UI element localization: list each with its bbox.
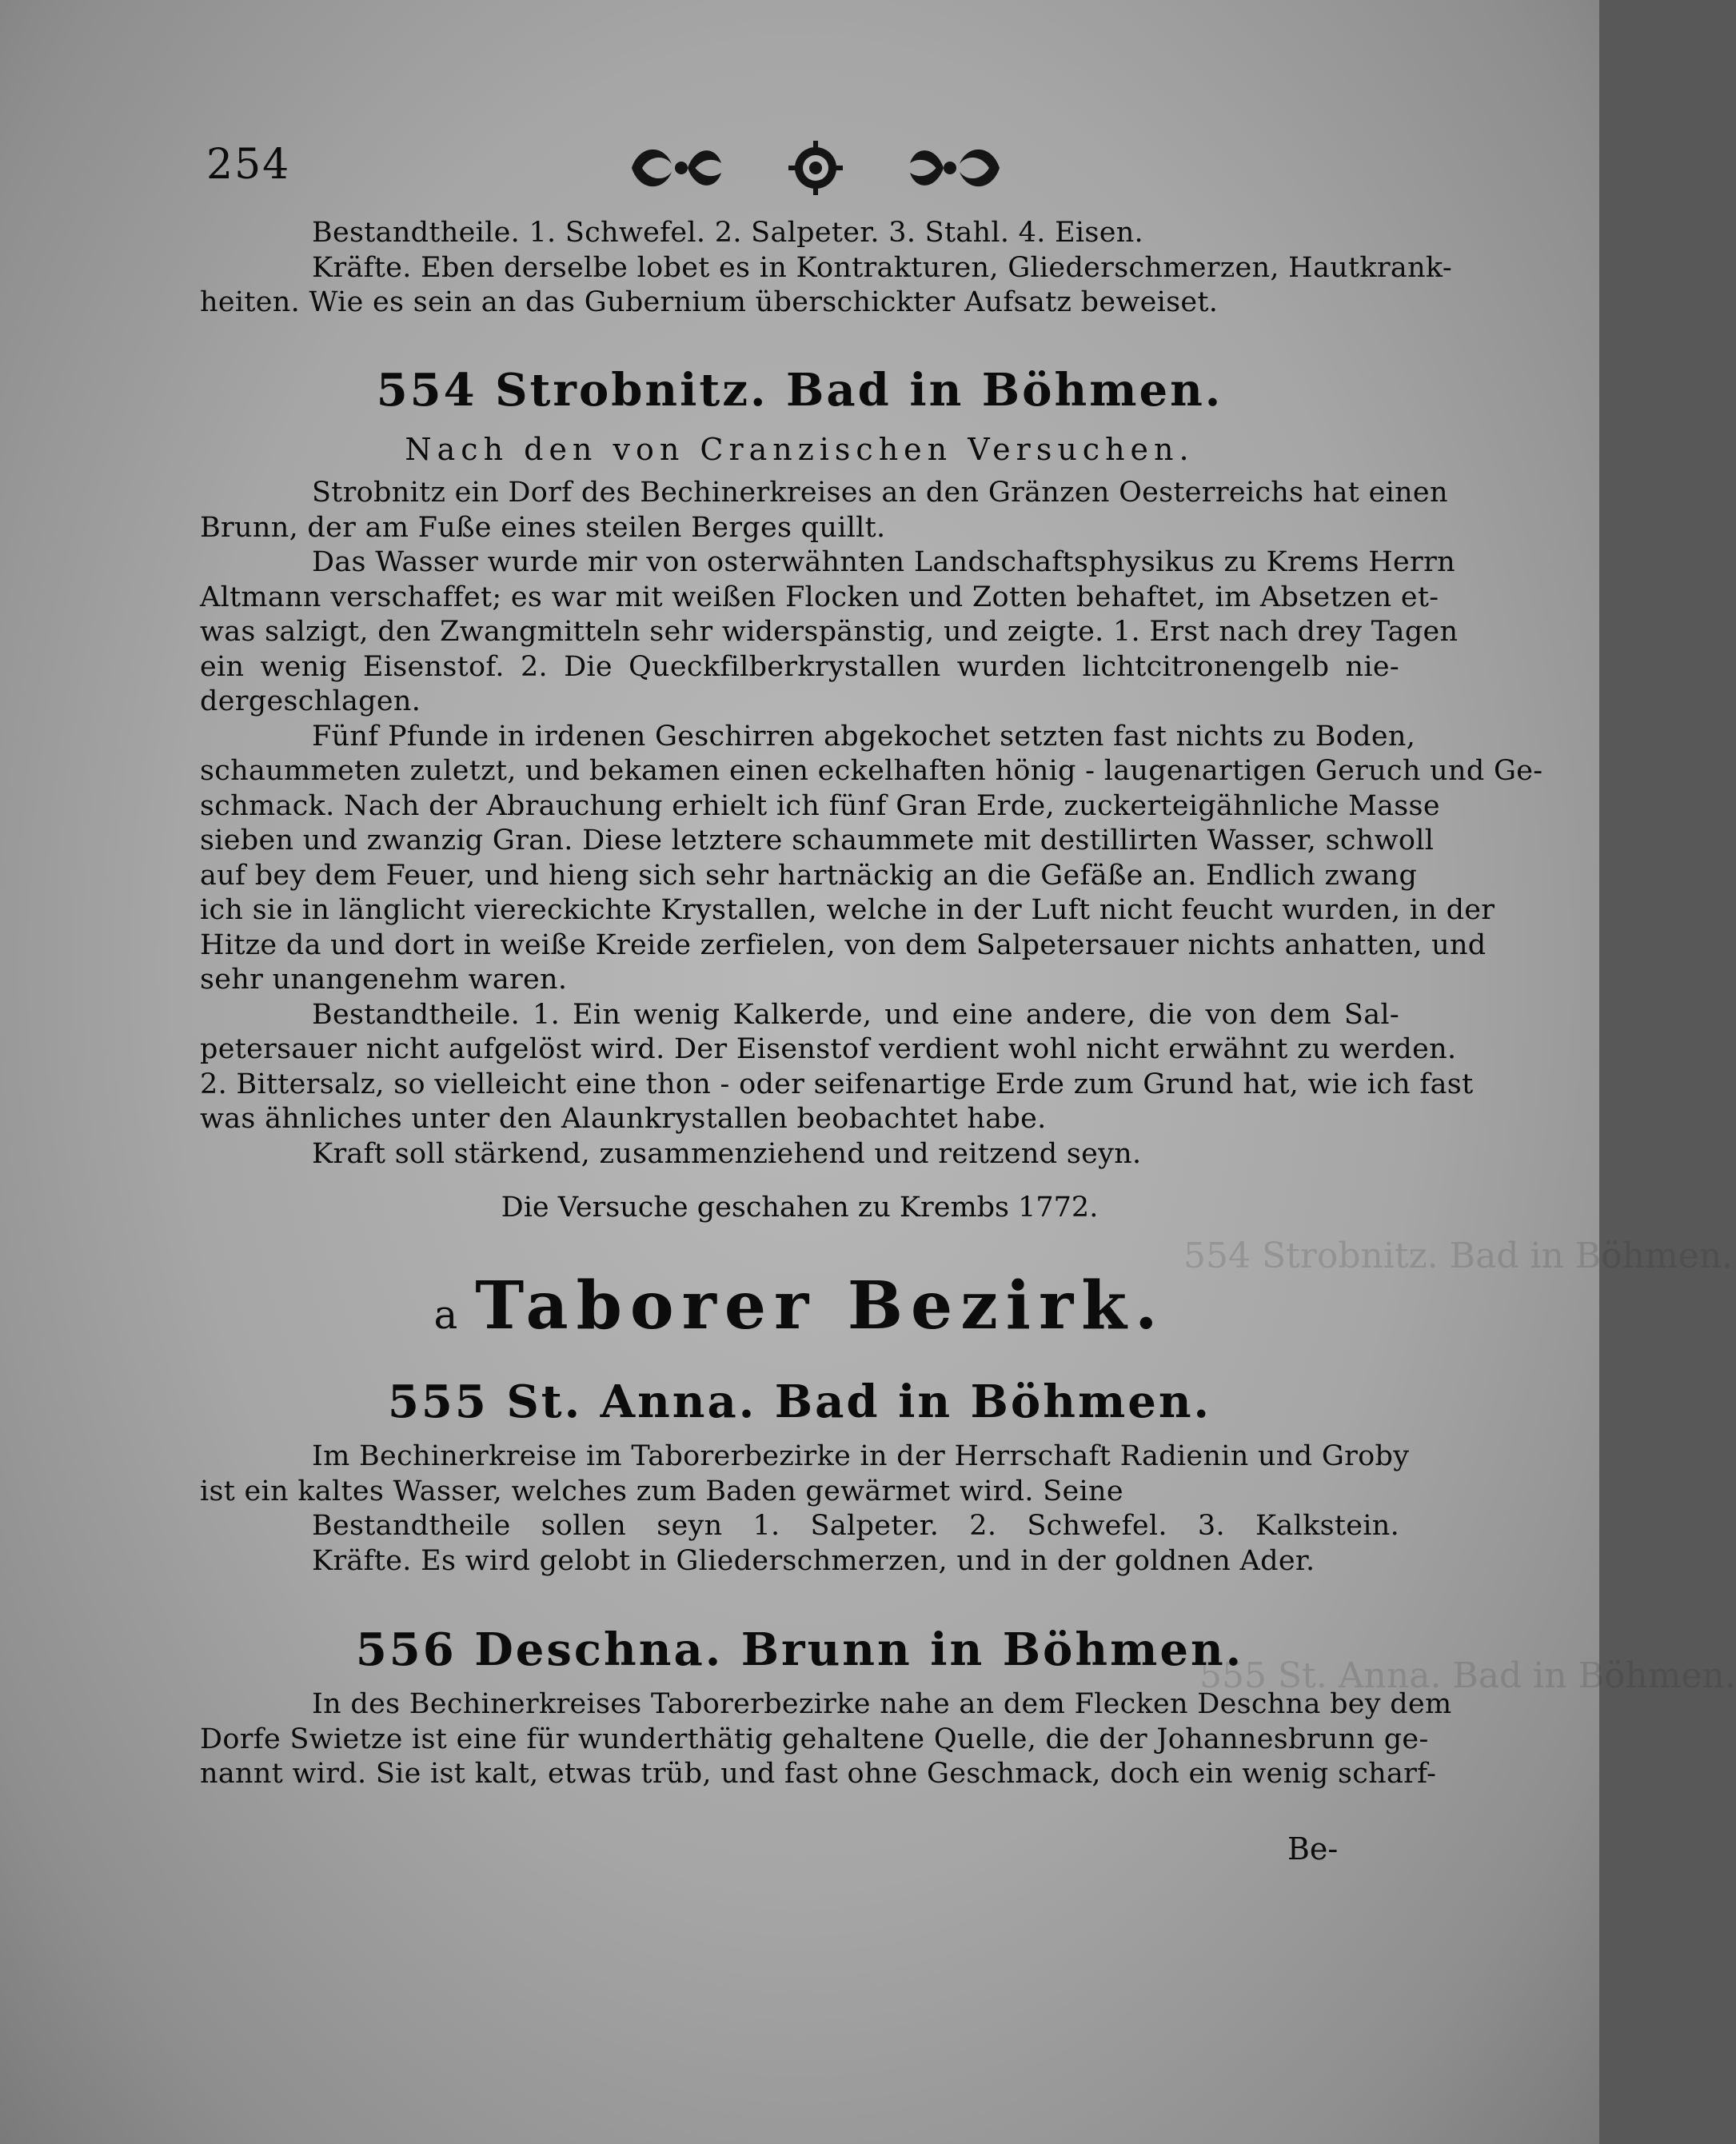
text-line: ist ein kaltes Wasser, welches zum Baden gewärmet wird. Seine [200, 1475, 1123, 1507]
text-line: Kräfte. Eben derselbe lobet es in Kontrakturen, Gliederschmerzen, Hautkrank- [312, 251, 1452, 284]
text-line: ein wenig Eisenstof. 2. Die Queckfilberkrystallen wurden lichtcitronengelb nie- [200, 650, 1399, 683]
text-line: ich sie in länglicht viereckichte Krystallen, welche in der Luft nicht feucht wurden, in der [200, 894, 1495, 926]
bleed-through-text: 555 St. Anna. Bad in Böhmen. [1199, 1655, 1736, 1696]
text-line: Bestandtheile. 1. Schwefel. 2. Salpeter. 3. Stahl. 4. Eisen. [312, 217, 1143, 249]
entry-556-body [200, 1687, 1452, 1792]
text-line: Strobnitz ein Dorf des Bechinerkreises an den Gränzen Oesterreichs hat einen [312, 477, 1448, 509]
text-line: Bestandtheile sollen seyn 1. Salpeter. 2. Schwefel. 3. Kalkstein. [312, 1510, 1399, 1542]
entry-heading-555: 555 St. Anna. Bad in Böhmen. [387, 1375, 1212, 1428]
text-line: Hitze da und dort in weiße Kreide zerfielen, von dem Salpetersauer nichts anhatten, und [200, 928, 1487, 961]
text-line: heiten. Wie es sein an das Gubernium überschickter Aufsatz beweiset. [200, 286, 1219, 318]
text-line: Kraft soll stärkend, zusammenziehend und reitzend seyn. [312, 1137, 1142, 1170]
text-line: Dorfe Swietze ist eine für wunderthätig gehaltene Quelle, die der Johannesbrunn ge- [200, 1723, 1429, 1755]
text-line: schaummeten zuletzt, und bekamen einen eckelhaften hönig - laugenartigen Geruch und Ge- [200, 755, 1543, 787]
entry-555-body [200, 1439, 1410, 1579]
floral-rosette-ornament [608, 136, 1024, 200]
text-line: 2. Bittersalz, so vielleicht eine thon - oder seifenartige Erde zum Grund hat, wie ich fast [200, 1068, 1474, 1100]
text-line: sieben und zwanzig Gran. Diese letztere schaummete mit destillirten Wasser, schwoll [200, 824, 1435, 856]
text-line: nannt wird. Sie ist kalt, etwas trüb, und fast ohne Geschmack, doch ein wenig scharf- [200, 1758, 1437, 1790]
text-line: Brunn, der am Fuße eines steilen Berges quillt. [200, 511, 886, 544]
text-line: petersauer nicht aufgelöst wird. Der Eisenstof verdient wohl nicht erwähnt zu werden. [200, 1033, 1457, 1065]
region-prefix: a [433, 1292, 458, 1338]
region-title: Taborer Bezirk. [475, 1268, 1166, 1344]
entry-subheading-554: Nach den von Cranzischen Versuchen. [405, 432, 1195, 467]
text-line: Fünf Pfunde in irdenen Geschirren abgekochet setzten fast nichts zu Boden, [312, 720, 1416, 753]
text-line: sehr unangenehm waren. [200, 964, 568, 996]
entry-heading-556: 556 Deschna. Brunn in Böhmen. [355, 1623, 1244, 1676]
catchword: Be- [1287, 1831, 1339, 1867]
text-line: schmack. Nach der Abrauchung erhielt ich fünf Gran Erde, zuckerteigähnliche Masse [200, 789, 1440, 822]
intro-block [200, 216, 1452, 321]
text-line: auf bey dem Feuer, und hieng sich sehr hartnäckig an die Gefäße an. Endlich zwang [200, 859, 1418, 892]
entry-heading-554: 554 Strobnitz. Bad in Böhmen. [376, 364, 1223, 417]
text-line: Bestandtheile. 1. Ein wenig Kalkerde, und eine andere, die von dem Sal- [312, 998, 1399, 1031]
text-line: Im Bechinerkreise im Taborerbezirke in der Herrschaft Radienin und Groby [312, 1440, 1410, 1472]
page-number: 254 [206, 141, 291, 189]
text-line: Altmann verschaffet; es war mit weißen Flocken und Zotten behaftet, im Absetzen et- [200, 581, 1439, 613]
text-line: Das Wasser wurde mir von osterwähnten Landschaftsphysikus zu Krems Herrn [312, 546, 1455, 578]
closing-note: Die Versuche geschahen zu Krembs 1772. [501, 1192, 1099, 1224]
text-line: In des Bechinerkreises Taborerbezirke nahe an dem Flecken Deschna bey dem [312, 1688, 1452, 1720]
text-line: dergeschlagen. [200, 685, 421, 717]
text-line: was ähnliches unter den Alaunkrystallen beobachtet habe. [200, 1103, 1047, 1135]
bleed-through-text: 554 Strobnitz. Bad in Böhmen. [1183, 1236, 1734, 1276]
region-heading [0, 1268, 1599, 1344]
text-line: Kräfte. Es wird gelobt in Gliederschmerzen, und in der goldnen Ader. [312, 1544, 1315, 1577]
entry-554-body [200, 476, 1543, 1172]
text-line: was salzigt, den Zwangmitteln sehr widerspänstig, und zeigte. 1. Erst nach drey Tagen [200, 616, 1459, 648]
